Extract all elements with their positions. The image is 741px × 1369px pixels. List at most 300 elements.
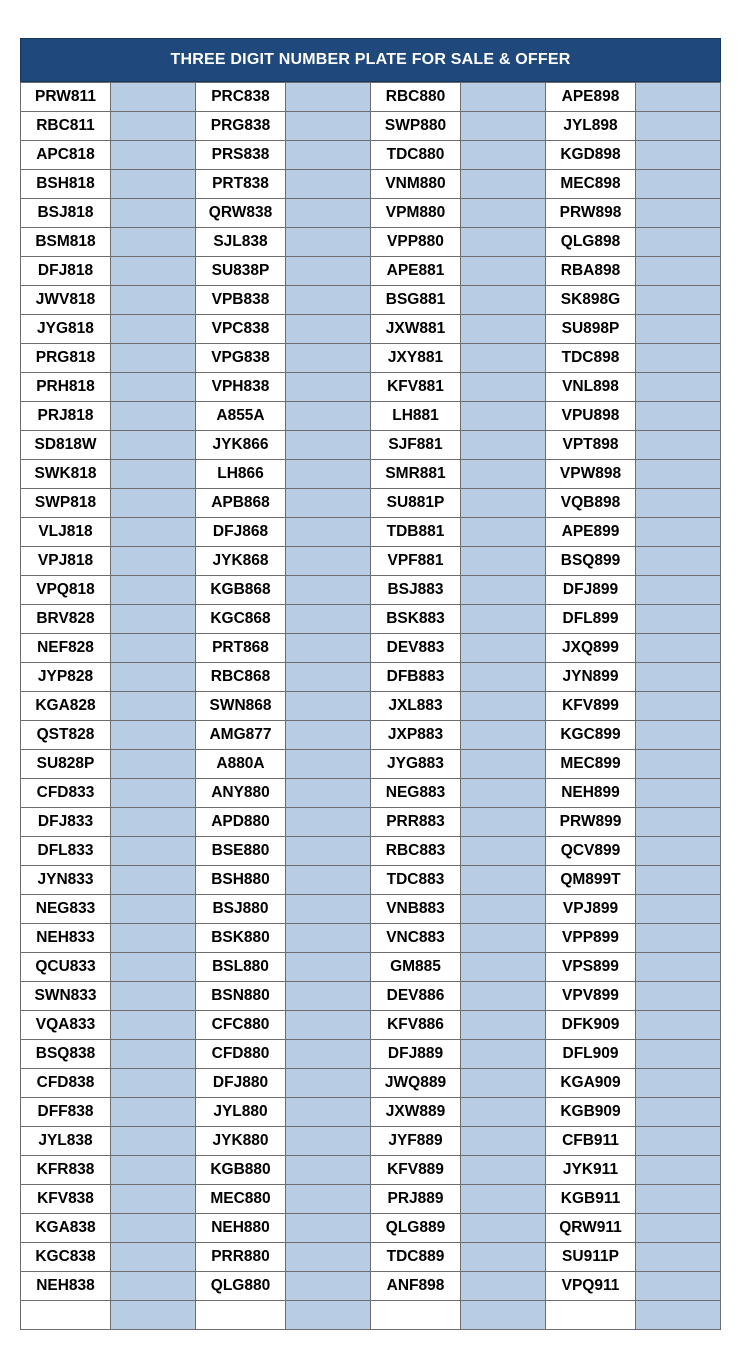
price-cell[interactable]: [286, 170, 371, 199]
plate-number-cell: SU838P: [196, 257, 286, 286]
price-cell[interactable]: [636, 1156, 721, 1185]
table-row: [21, 1301, 721, 1330]
price-cell[interactable]: [111, 518, 196, 547]
table-row: [21, 1156, 721, 1185]
price-cell[interactable]: [461, 373, 546, 402]
price-cell[interactable]: [111, 257, 196, 286]
price-cell[interactable]: [461, 895, 546, 924]
price-cell[interactable]: [461, 199, 546, 228]
price-cell[interactable]: [286, 489, 371, 518]
plate-number-cell: QLG889: [371, 1214, 461, 1243]
price-cell[interactable]: [636, 895, 721, 924]
price-cell[interactable]: [111, 228, 196, 257]
table-row: [21, 1098, 721, 1127]
table-row: [21, 431, 721, 460]
price-cell[interactable]: [461, 315, 546, 344]
plate-number-cell: VPG838: [196, 344, 286, 373]
plate-number-cell: RBC811: [21, 112, 111, 141]
plate-number-cell: AMG877: [196, 721, 286, 750]
table-row: [21, 1185, 721, 1214]
price-cell[interactable]: [636, 170, 721, 199]
price-cell[interactable]: [111, 1214, 196, 1243]
plate-number-cell: PRJ818: [21, 402, 111, 431]
price-cell[interactable]: [636, 721, 721, 750]
plate-number-cell: LH866: [196, 460, 286, 489]
plate-number-cell: NEH838: [21, 1272, 111, 1301]
price-cell[interactable]: [286, 866, 371, 895]
price-cell[interactable]: [286, 953, 371, 982]
price-cell[interactable]: [111, 750, 196, 779]
price-cell[interactable]: [636, 779, 721, 808]
plate-number-cell: JXL883: [371, 692, 461, 721]
price-cell[interactable]: [286, 112, 371, 141]
price-cell[interactable]: [111, 634, 196, 663]
price-cell[interactable]: [111, 692, 196, 721]
price-cell[interactable]: [461, 1040, 546, 1069]
price-cell[interactable]: [286, 895, 371, 924]
price-cell[interactable]: [636, 1214, 721, 1243]
table-row: [21, 1069, 721, 1098]
price-cell[interactable]: [111, 1185, 196, 1214]
price-cell[interactable]: [636, 750, 721, 779]
price-cell[interactable]: [111, 982, 196, 1011]
price-cell[interactable]: [636, 1011, 721, 1040]
table-row: [21, 634, 721, 663]
price-cell[interactable]: [461, 1301, 546, 1330]
plate-number-cell: ANY880: [196, 779, 286, 808]
plate-number-cell: VLJ818: [21, 518, 111, 547]
plate-number-cell: PRW898: [546, 199, 636, 228]
price-cell[interactable]: [636, 373, 721, 402]
price-cell[interactable]: [111, 576, 196, 605]
plate-number-cell: VQB898: [546, 489, 636, 518]
plate-number-cell: VPV899: [546, 982, 636, 1011]
price-cell[interactable]: [111, 431, 196, 460]
price-cell[interactable]: [286, 1127, 371, 1156]
table-row: [21, 576, 721, 605]
price-cell[interactable]: [461, 1011, 546, 1040]
price-cell[interactable]: [636, 83, 721, 112]
plate-number-cell: BSH818: [21, 170, 111, 199]
plate-number-cell: KFV886: [371, 1011, 461, 1040]
plate-number-cell: VPJ818: [21, 547, 111, 576]
price-cell[interactable]: [286, 924, 371, 953]
plate-number-cell: SWP880: [371, 112, 461, 141]
plate-number-cell: [21, 1301, 111, 1330]
price-cell[interactable]: [461, 286, 546, 315]
plate-number-cell: JXP883: [371, 721, 461, 750]
plate-number-cell: [371, 1301, 461, 1330]
price-cell[interactable]: [461, 344, 546, 373]
price-cell[interactable]: [461, 692, 546, 721]
price-cell[interactable]: [286, 1272, 371, 1301]
plate-number-cell: KGC868: [196, 605, 286, 634]
price-cell[interactable]: [111, 605, 196, 634]
price-cell[interactable]: [636, 286, 721, 315]
price-cell[interactable]: [636, 460, 721, 489]
price-cell[interactable]: [111, 721, 196, 750]
price-cell[interactable]: [111, 837, 196, 866]
plate-number-cell: DEV883: [371, 634, 461, 663]
price-cell[interactable]: [111, 924, 196, 953]
price-cell[interactable]: [461, 518, 546, 547]
price-cell[interactable]: [111, 895, 196, 924]
price-cell[interactable]: [286, 344, 371, 373]
plate-number-cell: JYL880: [196, 1098, 286, 1127]
plate-number-cell: JYK868: [196, 547, 286, 576]
plate-number-cell: KGB911: [546, 1185, 636, 1214]
price-cell[interactable]: [286, 373, 371, 402]
price-cell[interactable]: [111, 1069, 196, 1098]
plate-number-cell: JXW881: [371, 315, 461, 344]
plate-number-cell: BSQ899: [546, 547, 636, 576]
price-cell[interactable]: [111, 1301, 196, 1330]
price-cell[interactable]: [286, 1040, 371, 1069]
price-cell[interactable]: [286, 721, 371, 750]
price-cell[interactable]: [636, 518, 721, 547]
plate-number-cell: RBC883: [371, 837, 461, 866]
price-cell[interactable]: [461, 1185, 546, 1214]
price-cell[interactable]: [111, 808, 196, 837]
price-cell[interactable]: [286, 1185, 371, 1214]
price-cell[interactable]: [461, 402, 546, 431]
price-cell[interactable]: [461, 634, 546, 663]
price-cell[interactable]: [636, 953, 721, 982]
price-cell[interactable]: [286, 1301, 371, 1330]
price-cell[interactable]: [461, 1214, 546, 1243]
price-cell[interactable]: [636, 315, 721, 344]
price-cell[interactable]: [636, 344, 721, 373]
price-cell[interactable]: [286, 1069, 371, 1098]
plate-number-cell: QCU833: [21, 953, 111, 982]
plate-table: [20, 82, 721, 1330]
price-cell[interactable]: [111, 547, 196, 576]
plate-number-cell: GM885: [371, 953, 461, 982]
price-cell[interactable]: [111, 141, 196, 170]
plate-number-cell: VPW898: [546, 460, 636, 489]
plate-number-cell: BSJ883: [371, 576, 461, 605]
plate-number-cell: VPM880: [371, 199, 461, 228]
price-cell[interactable]: [286, 634, 371, 663]
price-cell[interactable]: [286, 576, 371, 605]
plate-number-cell: BRV828: [21, 605, 111, 634]
price-cell[interactable]: [111, 1040, 196, 1069]
plate-number-cell: KGC838: [21, 1243, 111, 1272]
plate-number-cell: JYN899: [546, 663, 636, 692]
plate-number-cell: KGB868: [196, 576, 286, 605]
plate-number-cell: CFD833: [21, 779, 111, 808]
price-cell[interactable]: [111, 170, 196, 199]
price-cell[interactable]: [111, 402, 196, 431]
price-cell[interactable]: [461, 141, 546, 170]
table-row: [21, 112, 721, 141]
plate-number-cell: PRJ889: [371, 1185, 461, 1214]
price-cell[interactable]: [111, 866, 196, 895]
plate-number-cell: RBA898: [546, 257, 636, 286]
price-cell[interactable]: [461, 982, 546, 1011]
price-cell[interactable]: [461, 1272, 546, 1301]
price-cell[interactable]: [286, 286, 371, 315]
price-cell[interactable]: [286, 402, 371, 431]
plate-number-cell: DEV886: [371, 982, 461, 1011]
price-cell[interactable]: [286, 982, 371, 1011]
plate-number-cell: RBC868: [196, 663, 286, 692]
table-row: [21, 1127, 721, 1156]
price-cell[interactable]: [461, 808, 546, 837]
price-cell[interactable]: [636, 576, 721, 605]
table-row: [21, 170, 721, 199]
price-cell[interactable]: [286, 518, 371, 547]
plate-number-cell: [196, 1301, 286, 1330]
plate-number-cell: NEH880: [196, 1214, 286, 1243]
price-cell[interactable]: [461, 721, 546, 750]
price-cell[interactable]: [636, 431, 721, 460]
price-cell[interactable]: [111, 489, 196, 518]
price-cell[interactable]: [111, 344, 196, 373]
table-row: [21, 315, 721, 344]
price-cell[interactable]: [461, 605, 546, 634]
price-cell[interactable]: [636, 1185, 721, 1214]
plate-number-cell: SU898P: [546, 315, 636, 344]
price-cell[interactable]: [111, 1011, 196, 1040]
price-cell[interactable]: [286, 1243, 371, 1272]
price-cell[interactable]: [286, 257, 371, 286]
price-cell[interactable]: [111, 779, 196, 808]
plate-number-cell: PRT838: [196, 170, 286, 199]
plate-number-cell: TDC880: [371, 141, 461, 170]
price-cell[interactable]: [286, 83, 371, 112]
price-cell[interactable]: [461, 547, 546, 576]
price-cell[interactable]: [286, 837, 371, 866]
table-row: [21, 982, 721, 1011]
price-cell[interactable]: [636, 547, 721, 576]
price-cell[interactable]: [636, 1040, 721, 1069]
plate-number-cell: DFJ899: [546, 576, 636, 605]
plate-number-cell: TDB881: [371, 518, 461, 547]
plate-number-cell: MEC898: [546, 170, 636, 199]
plate-number-cell: SJF881: [371, 431, 461, 460]
price-cell[interactable]: [286, 547, 371, 576]
price-cell[interactable]: [111, 1127, 196, 1156]
price-cell[interactable]: [636, 605, 721, 634]
plate-number-cell: PRR880: [196, 1243, 286, 1272]
plate-number-cell: PRG818: [21, 344, 111, 373]
plate-number-cell: QST828: [21, 721, 111, 750]
plate-number-cell: VPH838: [196, 373, 286, 402]
plate-number-cell: [546, 1301, 636, 1330]
price-cell[interactable]: [286, 663, 371, 692]
plate-number-cell: BSG881: [371, 286, 461, 315]
price-cell[interactable]: [461, 1156, 546, 1185]
table-row: [21, 663, 721, 692]
price-cell[interactable]: [636, 257, 721, 286]
price-cell[interactable]: [111, 1272, 196, 1301]
plate-number-cell: JYN833: [21, 866, 111, 895]
price-cell[interactable]: [286, 692, 371, 721]
price-cell[interactable]: [461, 83, 546, 112]
price-cell[interactable]: [636, 1272, 721, 1301]
price-cell[interactable]: [461, 924, 546, 953]
price-cell[interactable]: [636, 489, 721, 518]
plate-number-cell: SWN868: [196, 692, 286, 721]
plate-number-cell: JYL898: [546, 112, 636, 141]
price-cell[interactable]: [111, 663, 196, 692]
plate-number-cell: JYK866: [196, 431, 286, 460]
plate-number-cell: SU911P: [546, 1243, 636, 1272]
table-row: [21, 141, 721, 170]
price-cell[interactable]: [636, 1098, 721, 1127]
price-cell[interactable]: [461, 431, 546, 460]
plate-number-cell: DFL909: [546, 1040, 636, 1069]
price-cell[interactable]: [111, 1098, 196, 1127]
table-row: [21, 228, 721, 257]
price-cell[interactable]: [111, 83, 196, 112]
table-row: [21, 547, 721, 576]
price-cell[interactable]: [286, 808, 371, 837]
plate-number-cell: NEH833: [21, 924, 111, 953]
price-cell[interactable]: [111, 1156, 196, 1185]
plate-number-cell: JYP828: [21, 663, 111, 692]
price-cell[interactable]: [461, 170, 546, 199]
plate-number-cell: QRW911: [546, 1214, 636, 1243]
price-cell[interactable]: [286, 750, 371, 779]
table-row: [21, 779, 721, 808]
plate-number-cell: SK898G: [546, 286, 636, 315]
plate-number-cell: PRW811: [21, 83, 111, 112]
price-cell[interactable]: [111, 1243, 196, 1272]
price-cell[interactable]: [636, 808, 721, 837]
plate-number-cell: NEH899: [546, 779, 636, 808]
price-cell[interactable]: [286, 199, 371, 228]
price-cell[interactable]: [636, 1301, 721, 1330]
price-cell[interactable]: [636, 228, 721, 257]
price-cell[interactable]: [461, 837, 546, 866]
price-cell[interactable]: [636, 112, 721, 141]
price-cell[interactable]: [286, 460, 371, 489]
price-cell[interactable]: [636, 402, 721, 431]
price-cell[interactable]: [461, 1243, 546, 1272]
price-cell[interactable]: [636, 866, 721, 895]
plate-number-cell: TDC898: [546, 344, 636, 373]
plate-number-cell: QLG898: [546, 228, 636, 257]
price-cell[interactable]: [636, 924, 721, 953]
price-cell[interactable]: [286, 605, 371, 634]
price-cell[interactable]: [111, 953, 196, 982]
price-cell[interactable]: [111, 112, 196, 141]
price-cell[interactable]: [286, 141, 371, 170]
price-cell[interactable]: [286, 779, 371, 808]
price-cell[interactable]: [286, 1098, 371, 1127]
plate-number-cell: VPS899: [546, 953, 636, 982]
plate-number-cell: BSJ818: [21, 199, 111, 228]
plate-number-cell: DFJ833: [21, 808, 111, 837]
price-cell[interactable]: [636, 199, 721, 228]
price-cell[interactable]: [461, 779, 546, 808]
plate-number-cell: KFV881: [371, 373, 461, 402]
plate-number-cell: KGA909: [546, 1069, 636, 1098]
plate-number-cell: DFL833: [21, 837, 111, 866]
plate-number-cell: DFB883: [371, 663, 461, 692]
table-row: [21, 808, 721, 837]
price-cell[interactable]: [636, 141, 721, 170]
plate-number-cell: APE881: [371, 257, 461, 286]
price-cell[interactable]: [461, 663, 546, 692]
price-cell[interactable]: [286, 228, 371, 257]
plate-number-cell: KGB909: [546, 1098, 636, 1127]
table-row: [21, 373, 721, 402]
plate-number-cell: JYG883: [371, 750, 461, 779]
plate-table-body: [21, 83, 721, 1330]
price-cell[interactable]: [636, 1069, 721, 1098]
plate-number-cell: KGA828: [21, 692, 111, 721]
price-cell[interactable]: [636, 982, 721, 1011]
table-row: [21, 286, 721, 315]
price-cell[interactable]: [636, 1127, 721, 1156]
price-cell[interactable]: [636, 634, 721, 663]
price-cell[interactable]: [286, 315, 371, 344]
price-cell[interactable]: [636, 837, 721, 866]
table-row: [21, 837, 721, 866]
plate-number-cell: BSK880: [196, 924, 286, 953]
price-cell[interactable]: [636, 692, 721, 721]
plate-number-cell: JXW889: [371, 1098, 461, 1127]
plate-number-cell: KGC899: [546, 721, 636, 750]
table-row: [21, 257, 721, 286]
price-cell[interactable]: [461, 750, 546, 779]
plate-number-cell: BSK883: [371, 605, 461, 634]
price-cell[interactable]: [111, 199, 196, 228]
plate-number-cell: PRC838: [196, 83, 286, 112]
price-cell[interactable]: [286, 431, 371, 460]
plate-number-cell: SU881P: [371, 489, 461, 518]
plate-number-cell: APC818: [21, 141, 111, 170]
table-row: [21, 199, 721, 228]
plate-number-cell: MEC899: [546, 750, 636, 779]
table-row: [21, 460, 721, 489]
plate-number-cell: CFB911: [546, 1127, 636, 1156]
price-cell[interactable]: [286, 1214, 371, 1243]
price-cell[interactable]: [461, 228, 546, 257]
price-cell[interactable]: [461, 1127, 546, 1156]
plate-number-cell: VPP880: [371, 228, 461, 257]
price-cell[interactable]: [111, 460, 196, 489]
price-cell[interactable]: [461, 866, 546, 895]
price-cell[interactable]: [286, 1011, 371, 1040]
plate-number-cell: APE899: [546, 518, 636, 547]
price-cell[interactable]: [286, 1156, 371, 1185]
price-cell[interactable]: [461, 112, 546, 141]
plate-number-cell: CFD838: [21, 1069, 111, 1098]
plate-number-cell: QRW838: [196, 199, 286, 228]
price-cell[interactable]: [111, 315, 196, 344]
table-row: [21, 692, 721, 721]
price-cell[interactable]: [461, 489, 546, 518]
price-cell[interactable]: [636, 1243, 721, 1272]
price-cell[interactable]: [461, 576, 546, 605]
price-cell[interactable]: [461, 1098, 546, 1127]
plate-number-cell: APE898: [546, 83, 636, 112]
plate-number-cell: A855A: [196, 402, 286, 431]
price-cell[interactable]: [461, 1069, 546, 1098]
price-cell[interactable]: [461, 953, 546, 982]
plate-number-cell: NEG833: [21, 895, 111, 924]
table-row: [21, 605, 721, 634]
price-cell[interactable]: [111, 286, 196, 315]
price-cell[interactable]: [636, 663, 721, 692]
price-cell[interactable]: [111, 373, 196, 402]
price-cell[interactable]: [461, 257, 546, 286]
price-cell[interactable]: [461, 460, 546, 489]
